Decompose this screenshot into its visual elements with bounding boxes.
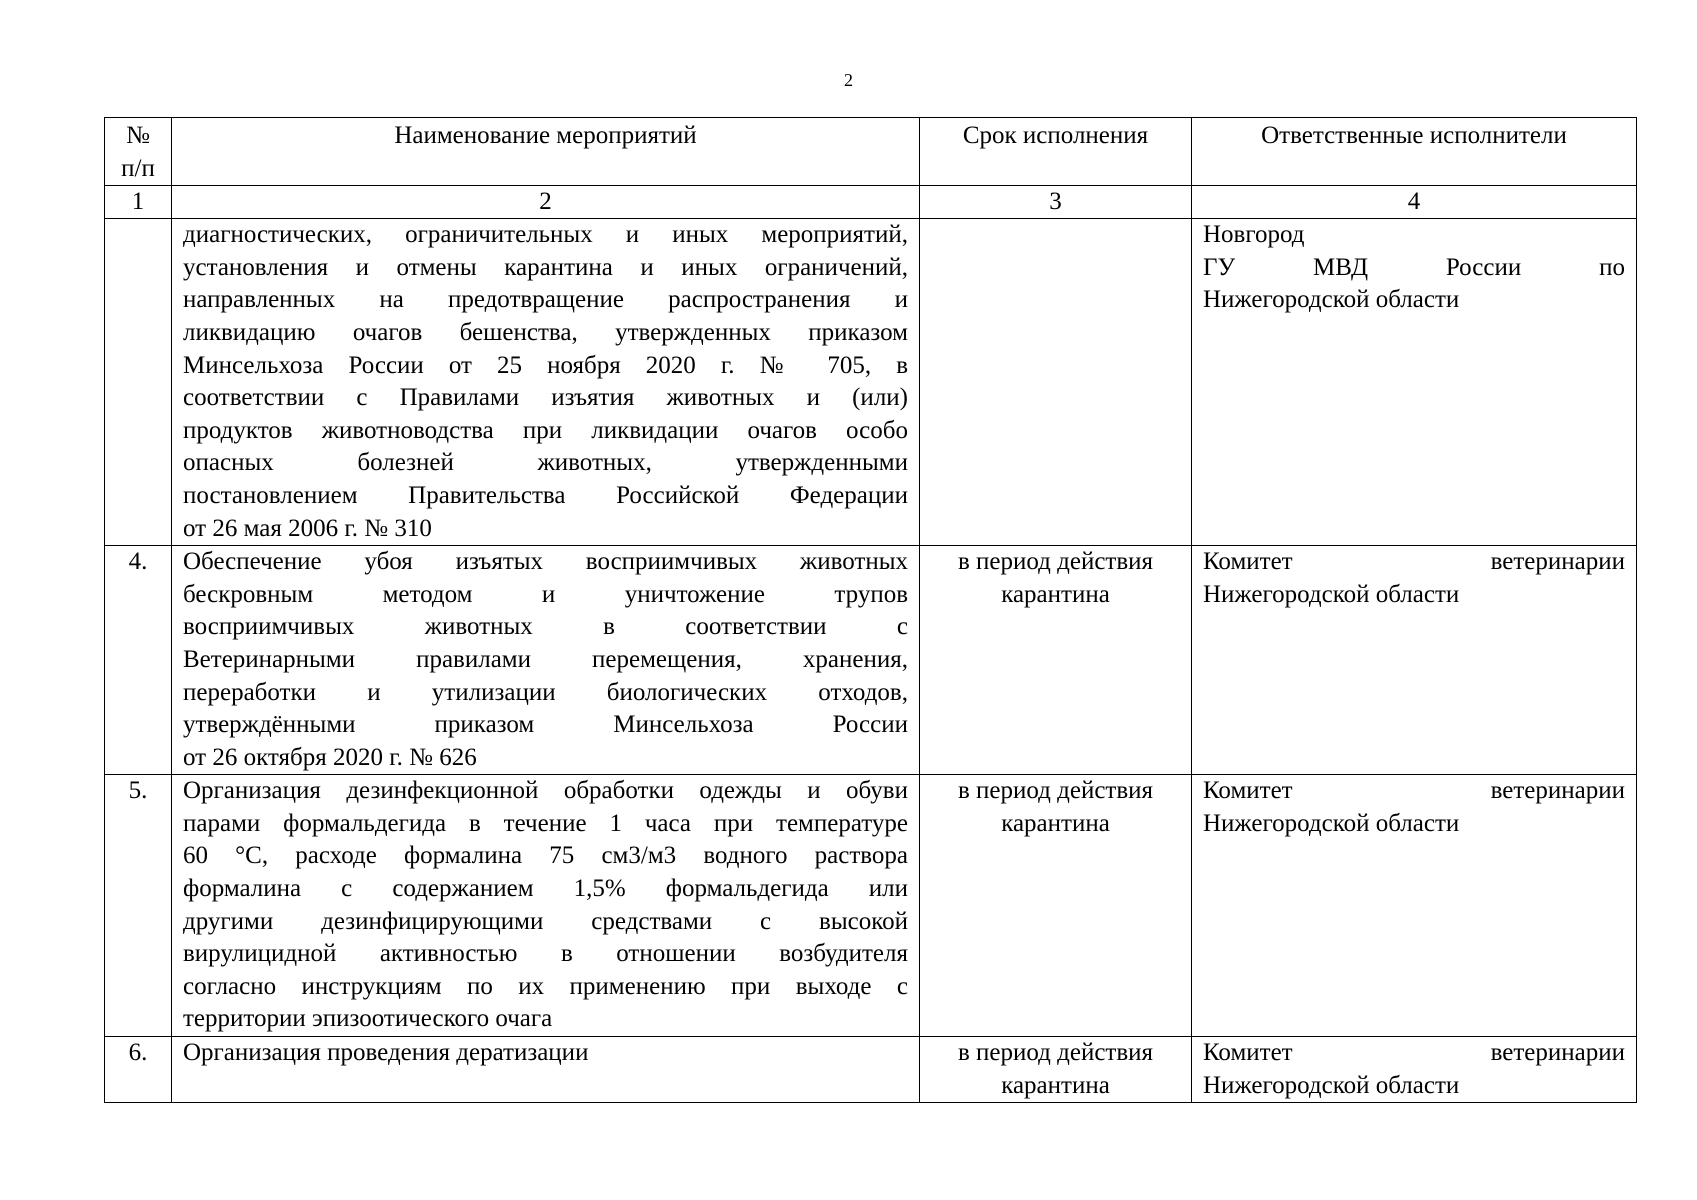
deadline <box>920 546 1192 775</box>
header-number-abbr: п/п <box>121 154 155 182</box>
measure-name-line: 60 °С, расходе формалина 75 см3/м3 водного раствора <box>183 842 908 870</box>
responsible <box>1192 219 1637 546</box>
table-row <box>105 775 1637 1037</box>
deadline-line: в период действия <box>957 777 1154 805</box>
deadline-line: карантина <box>1001 809 1110 837</box>
row-number: 6. <box>105 1037 172 1103</box>
row-number: 4. <box>105 546 172 775</box>
measure-name-line: Обеспечение убоя изъятых восприимчивых животных <box>183 548 908 576</box>
measure-name-line: от 26 мая 2006 г. № 310 <box>183 514 432 542</box>
table-header-row <box>105 118 1637 186</box>
deadline-line: в период действия <box>957 1039 1154 1067</box>
measure-name-line: восприимчивых животных в соответствии с <box>183 613 908 641</box>
table-row <box>105 1037 1637 1103</box>
header-measure-name: Наименование мероприятий <box>172 118 920 186</box>
page-number: 2 <box>844 70 853 90</box>
responsible-line: Нижегородской области <box>1203 809 1460 837</box>
responsible-line: ГУ МВД России по <box>1203 253 1625 281</box>
measure-name-line: опасных болезней животных, утвержденными <box>183 449 908 477</box>
deadline <box>920 219 1192 546</box>
responsible-line: Комитет ветеринарии <box>1203 777 1625 805</box>
measure-name-line: территории эпизоотического очага <box>183 1005 553 1033</box>
table-row <box>105 546 1637 775</box>
measure-name-line: вирулицидной активностью в отношении возбудителя <box>183 940 908 968</box>
measure-name-line: соответствии с Правилами изъятия животных и (или) <box>183 384 908 412</box>
measure-name-line: формалина с содержанием 1,5% формальдегида или <box>183 875 908 903</box>
measure-name-line: переработки и утилизации биологических отходов, <box>183 678 908 706</box>
measure-name-line: согласно инструкциям по их применению при выходе с <box>183 972 908 1000</box>
row-number <box>105 219 172 546</box>
responsible-line: Комитет ветеринарии <box>1203 548 1625 576</box>
header-responsible: Ответственные исполнители <box>1192 118 1637 186</box>
responsible-line: Нижегородской области <box>1203 286 1460 314</box>
measure-name <box>172 775 920 1037</box>
measure-name-line: Организация проведения дератизации <box>183 1039 589 1067</box>
measure-name-line: ликвидацию очагов бешенства, утвержденных приказом <box>183 318 908 346</box>
responsible <box>1192 775 1637 1037</box>
deadline <box>920 1037 1192 1103</box>
measure-name-line: продуктов животноводства при ликвидации очагов особо <box>183 416 908 444</box>
responsible-line: Нижегородской области <box>1203 1071 1460 1099</box>
measure-name-line: диагностических, ограничительных и иных мероприятий, <box>183 221 908 249</box>
measure-name <box>172 546 920 775</box>
responsible-line: Комитет ветеринарии <box>1203 1039 1625 1067</box>
measure-name <box>172 219 920 546</box>
column-number: 2 <box>172 186 920 219</box>
measure-name-line: установления и отмены карантина и иных ограничений, <box>183 253 908 281</box>
deadline-line: в период действия <box>957 548 1154 576</box>
measure-name-line: Организация дезинфекционной обработки одежды и обуви <box>183 777 908 805</box>
column-number: 1 <box>105 186 172 219</box>
column-number: 4 <box>1192 186 1637 219</box>
measure-name-line: парами формальдегида в течение 1 часа при температуре <box>183 809 908 837</box>
row-number: 5. <box>105 775 172 1037</box>
header-number-sign: № <box>126 122 150 149</box>
measure-name <box>172 1037 920 1103</box>
table-body <box>105 219 1637 1103</box>
table-row <box>105 219 1637 546</box>
measure-name-line: Ветеринарными правилами перемещения, хранения, <box>183 645 908 673</box>
column-number-row <box>105 186 1637 219</box>
measure-name-line: Минсельхоза России от 25 ноября 2020 г. № 705, в <box>183 351 908 379</box>
measure-name-line: другими дезинфицирующими средствами с высокой <box>183 907 908 935</box>
measure-name-line: постановлением Правительства Российской Федерации <box>183 481 908 509</box>
responsible-line: Нижегородской области <box>1203 580 1460 608</box>
deadline-line: карантина <box>1001 1071 1110 1099</box>
column-number: 3 <box>920 186 1192 219</box>
measures-table <box>104 117 1637 1103</box>
measure-name-line: от 26 октября 2020 г. № 626 <box>183 743 477 771</box>
responsible <box>1192 546 1637 775</box>
header-deadline: Срок исполнения <box>920 118 1192 186</box>
deadline-line: карантина <box>1001 580 1110 608</box>
responsible <box>1192 1037 1637 1103</box>
measure-name-line: направленных на предотвращение распространения и <box>183 286 908 314</box>
deadline <box>920 775 1192 1037</box>
header-number <box>105 118 172 186</box>
responsible-line: Новгород <box>1203 221 1305 249</box>
measure-name-line: бескровным методом и уничтожение трупов <box>183 580 908 608</box>
measure-name-line: утверждёнными приказом Минсельхоза России <box>183 711 908 739</box>
